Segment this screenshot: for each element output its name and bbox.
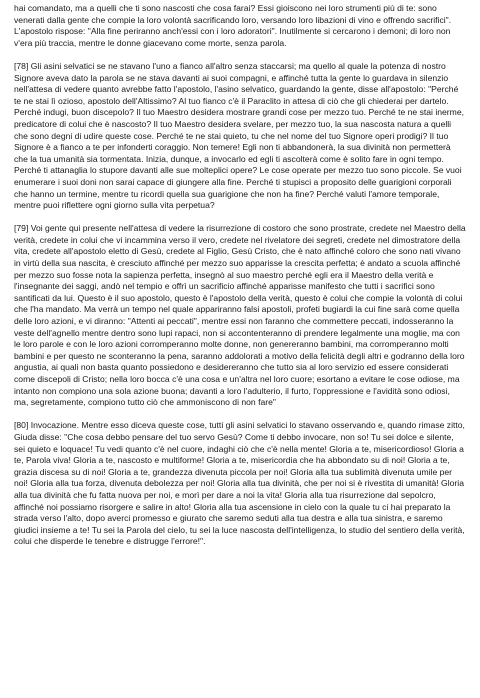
paragraph-78: [78] Gli asini selvatici se ne stavano l'uno a fianco all'altro senza staccarsi; ma quello al quale la potenza di nostro Signore aveva dato la parola se ne stava davanti ai suoi compagni, e affinché tutta la gente lo guardava in silenzio nell'attesa di vedere quanto avrebbe fatto l'apostolo, l'asino selvatico, guardando la gente, disse all'apostolo: "Perché te ne stai lì ozioso, apostolo dell'Altissimo? Al tuo fianco c'è il Paraclito in attesa di ciò che gli chiederai per dartelo. Perché indugi, buon discepolo? Il tuo Maestro desidera mostrare grandi cose per mezzo tuo. Perché te ne stai inerme, predicatore di colui che è nascosto? Il tuo Maestro desidera svelare, per mezzo tuo, la sua nascosta natura a quelli che sono degni di udire queste cose. Perché te ne stai quieto, tu che nel nome del tuo Signore operi prodigi? Il tuo Signore è a fianco a te per infonderti coraggio. Non temere! Egli non ti abbandonerà, la sua divinità non permetterà che la tua umanità sia tormentata. Inizia, dunque, a invocarlo ed egli ti ascolterà come è solito fare in ogni tempo. Perché ti attanaglia lo stupore davanti alle sue molteplici opere? Le cose operate per mezzo tuo sono piccole. Se vuoi enumerare i suoi doni non sarai capace di giungere alla fine. Perché ti stupisci a proposito delle guarigioni corporali che hanno un termine, mentre tu ricordi quella sua guarigione che non ha fine? Perché valuti l'amore temporale, mentre puoi riflettere ogni giorno sulla vita perpetua? xyxy=(14,60,464,211)
paragraph-continuation: hai comandato, ma a quelli che ti sono nascosti che cosa farai? Essi gioiscono nei loro strumenti più di te: sono venerati dalla gente che compie la loro volontà sacrificando loro, versando loro libazioni di vino e offrendo sacrifici". L'apostolo rispose: "Alla fine periranno anch'essi con i loro adoratori". Inutilmente si cercarono i demoni; di loro non v'era più traccia, mentre le donne giacevano come morte, senza parola. xyxy=(14,3,452,48)
paragraph-80-invocation: [80] Invocazione. Mentre esso diceva queste cose, tutti gli asini selvatici lo stavano osservando e, quando rimase zitto, Giuda disse: "Che cosa debbo pensare del tuo servo Gesù? Come ti debbo invocare, non so! Tu sei dolce e silente, sei quieto e loquace! Tu vedi quanto c'è nel cuore, indaghi ciò che c'è nella mente! Gloria a te, misericordioso! Gloria a te, Parola viva! Gloria a te, nascosto e multiforme! Gloria a te, misericordia che ha abbondato su di noi! Gloria a te, grazia discesa su di noi! Gloria a te, grandezza divenuta piccola per noi! Gloria alla tua sublimità divenuta umile per noi! Gloria alla tua forza, divenuta debolezza per noi! Gloria alla tua divinità, che per noi si è rivestita di umanità! Gloria alla tua divinità che fu fatta nuova per noi, e morì per dare a noi la vita! Gloria alla tua risurrezione dal sepolcro, affinché noi possiamo risorgere e salire in alto! Gloria alla tua ascensione in cielo con la quale tu ci hai preparato la strada verso l'alto, dopo averci promesso e giurato che saremo seduti alla tua destra e alla tua sinistra, e saremo giudici insieme a te! Tu sei la Parola del cielo, tu sei la luce nascosta dell'intelligenza, lo studio del sentiero della verità, colui che disperde le tenebre e distrugge l'errore!". xyxy=(14,420,465,547)
paragraph-79: [79] Voi gente qui presente nell'attesa di vedere la risurrezione di costoro che sono prostrate, credete nel Maestro della verità, credete in colui che vi incammina verso il vero, credete nel rivelatore dei segreti, credete nel dimostratore della vita, credete all'apostolo eletto di Gesù, credete al Figlio, Gesù Cristo, che è nato affinché coloro che sono nati vivano in virtù della sua nascita, è cresciuto affinché per mezzo suo apparisse la crescita perfetta; è andato a scuola affinché per mezzo suo fosse nota la sapienza perfetta, insegnò al suo maestro perché egli era il Maestro della verità e l'insegnante dei saggi, andò nel tempio e offrì un sacrificio affinché apparisse manifesto che tutti i sacrifici sono santificati da lui. Questo è il suo apostolo, questo è l'apostolo della verità, questo è colui che compie la volontà di colui che l'ha mandato. Ma verrà un tempo nel quale appariranno falsi apostoli, profeti bugiardi la cui fine sarà come quella delle loro azioni, e vi diranno: "Attenti ai peccati", mentre essi non faranno che commettere peccati, indosseranno la veste dell'agnello mentre dentro sono lupi rapaci, non si accontenteranno di prendere legalmente una moglie, ma con le loro parole e con le loro azioni corromperanno molte donne, non genereranno bambini, ma corromperanno molti bambini e per questo ne sconteranno la pena, saranno addolorati a motivo della felicità degli altri e godranno della loro angustia, ai quali non basta quanto possiedono e desidereranno che tutto sia al loro servizio ed essere considerati come discepoli di Cristo; nella loro bocca c'è una cosa e un'altra nel loro cuore; esortano a evitare le cose odiose, ma intanto non compiono una sola azione buona; davanti a loro l'adulterio, il furto, l'oppressione e l'avidità sono odiosi, ma, segretamente, compiono tutto ciò che ammoniscono di non fare" xyxy=(14,223,466,408)
